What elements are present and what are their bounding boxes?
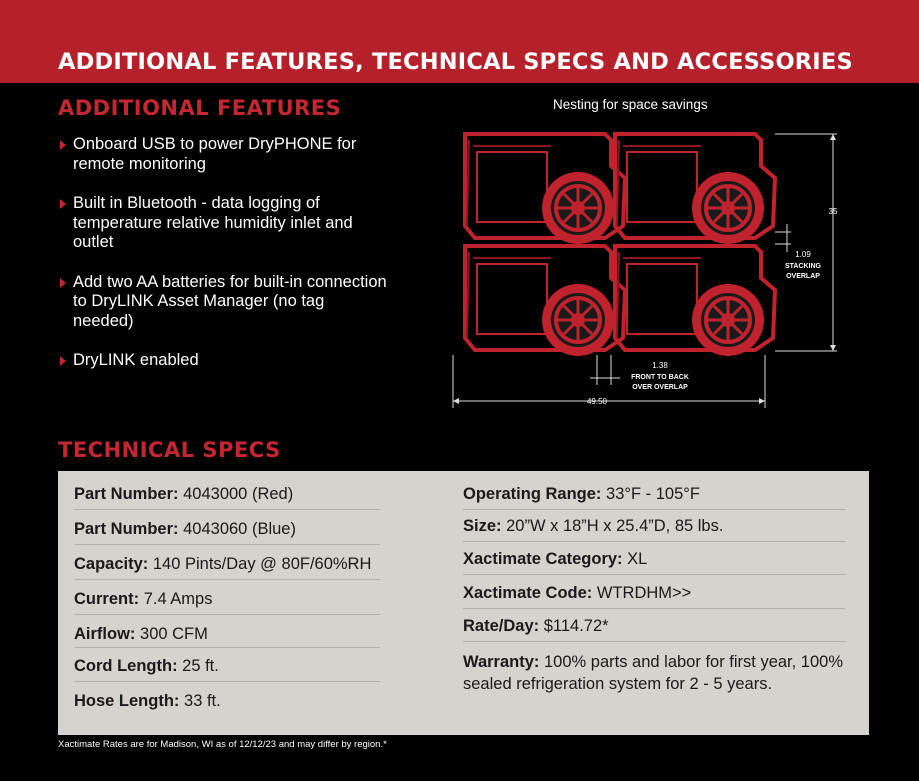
spec-divider [463,541,845,542]
spec-xactimate-code [463,582,853,604]
spec-current [74,588,374,610]
feature-text: Add two AA batteries for built-in connection to DryLINK Asset Manager (no tag needed) [73,272,387,330]
spec-divider [463,509,845,510]
dryer-unit-graphic [465,134,625,244]
dryer-unit-graphic [615,246,775,356]
feature-item [58,135,388,174]
spec-divider [463,608,845,609]
spec-label: Xactimate Category: [463,550,623,568]
spec-value: 4043060 (Blue) [183,520,296,538]
spec-divider [74,579,380,580]
bullet-arrow-icon [60,356,66,366]
spec-size [463,515,853,537]
bullet-arrow-icon [60,278,66,288]
dryer-unit-graphic [465,246,625,356]
spec-value: 33°F - 105°F [606,485,700,503]
feature-item [58,351,388,371]
spec-rate-per-day [463,615,853,637]
dim-ftb-label: FRONT TO BACK [631,374,689,381]
spec-value: $114.72* [543,617,609,635]
spec-value: 140 Pints/Day @ 80F/60%RH [152,555,372,573]
spec-divider [74,544,380,545]
spec-label: Capacity: [74,555,149,573]
spec-label: Operating Range: [463,485,602,503]
spec-label: Warranty: [463,653,540,671]
spec-divider [74,647,380,648]
spec-divider [463,574,845,575]
spec-divider [74,614,380,615]
bullet-arrow-icon [60,140,66,150]
footnote: Xactimate Rates are for Madison, WI as of 12/12/23 and may differ by region.* [58,739,387,750]
features-heading: ADDITIONAL FEATURES [58,96,342,120]
spec-label: Xactimate Code: [463,584,593,602]
spec-part-number-blue [74,518,374,540]
spec-label: Part Number: [74,485,179,503]
feature-text: Built in Bluetooth - data logging of temperature relative humidity inlet and outlet [73,194,353,251]
tech-specs-panel [58,471,869,735]
spec-value: 4043000 (Red) [183,485,294,503]
spec-label: Hose Length: [74,692,180,710]
tech-specs-heading: TECHNICAL SPECS [58,438,281,462]
diagram-caption: Nesting for space savings [553,97,708,112]
spec-cord-length [74,655,374,677]
spec-value: 33 ft. [184,692,221,710]
spec-label: Airflow: [74,625,136,643]
spec-label: Cord Length: [74,657,178,675]
dim-stack-label: OVERLAP [786,273,820,280]
spec-capacity [74,553,384,575]
dim-height-label: 35 [828,207,838,216]
spec-operating-range [463,483,853,505]
spec-xactimate-category [463,548,853,570]
spec-divider [74,509,380,510]
spec-value: 7.4 Amps [143,590,213,608]
dryer-unit-graphic [615,134,775,244]
spec-label: Size: [463,517,502,535]
spec-airflow [74,623,374,645]
spec-label: Current: [74,590,140,608]
spec-warranty [463,651,848,695]
spec-label: Part Number: [74,520,179,538]
spec-divider [463,641,845,642]
nesting-diagram [445,120,845,420]
spec-value: 100% parts and labor for first year, 100% sealed refrigeration system for 2 - 5 years. [463,653,843,693]
spec-value: WTRDHM>> [596,584,692,602]
spec-hose-length [74,690,374,712]
feature-text: DryLINK enabled [73,351,199,369]
spec-value: 20”W x 18”H x 25.4”D, 85 lbs. [506,517,724,535]
dim-stack-value: 1.09 [795,250,811,259]
feature-text: Onboard USB to power DryPHONE for remote monitoring [73,135,357,173]
feature-item [58,273,388,332]
features-list [58,135,388,371]
dim-ftb-label: OVER OVERLAP [632,384,688,391]
spec-part-number-red [74,483,374,505]
spec-divider [74,681,380,682]
dim-stack-label: STACKING [784,263,822,270]
page-title: ADDITIONAL FEATURES, TECHNICAL SPECS AND ACCESSORIES [58,49,853,75]
spec-label: Rate/Day: [463,617,540,635]
dim-width-label: 49.50 [586,397,608,406]
spec-value: XL [627,550,648,568]
dim-ftb-value: 1.38 [652,361,668,370]
feature-item [58,194,388,253]
spec-value: 25 ft. [182,657,219,675]
bullet-arrow-icon [60,199,66,209]
spec-value: 300 CFM [140,625,208,643]
